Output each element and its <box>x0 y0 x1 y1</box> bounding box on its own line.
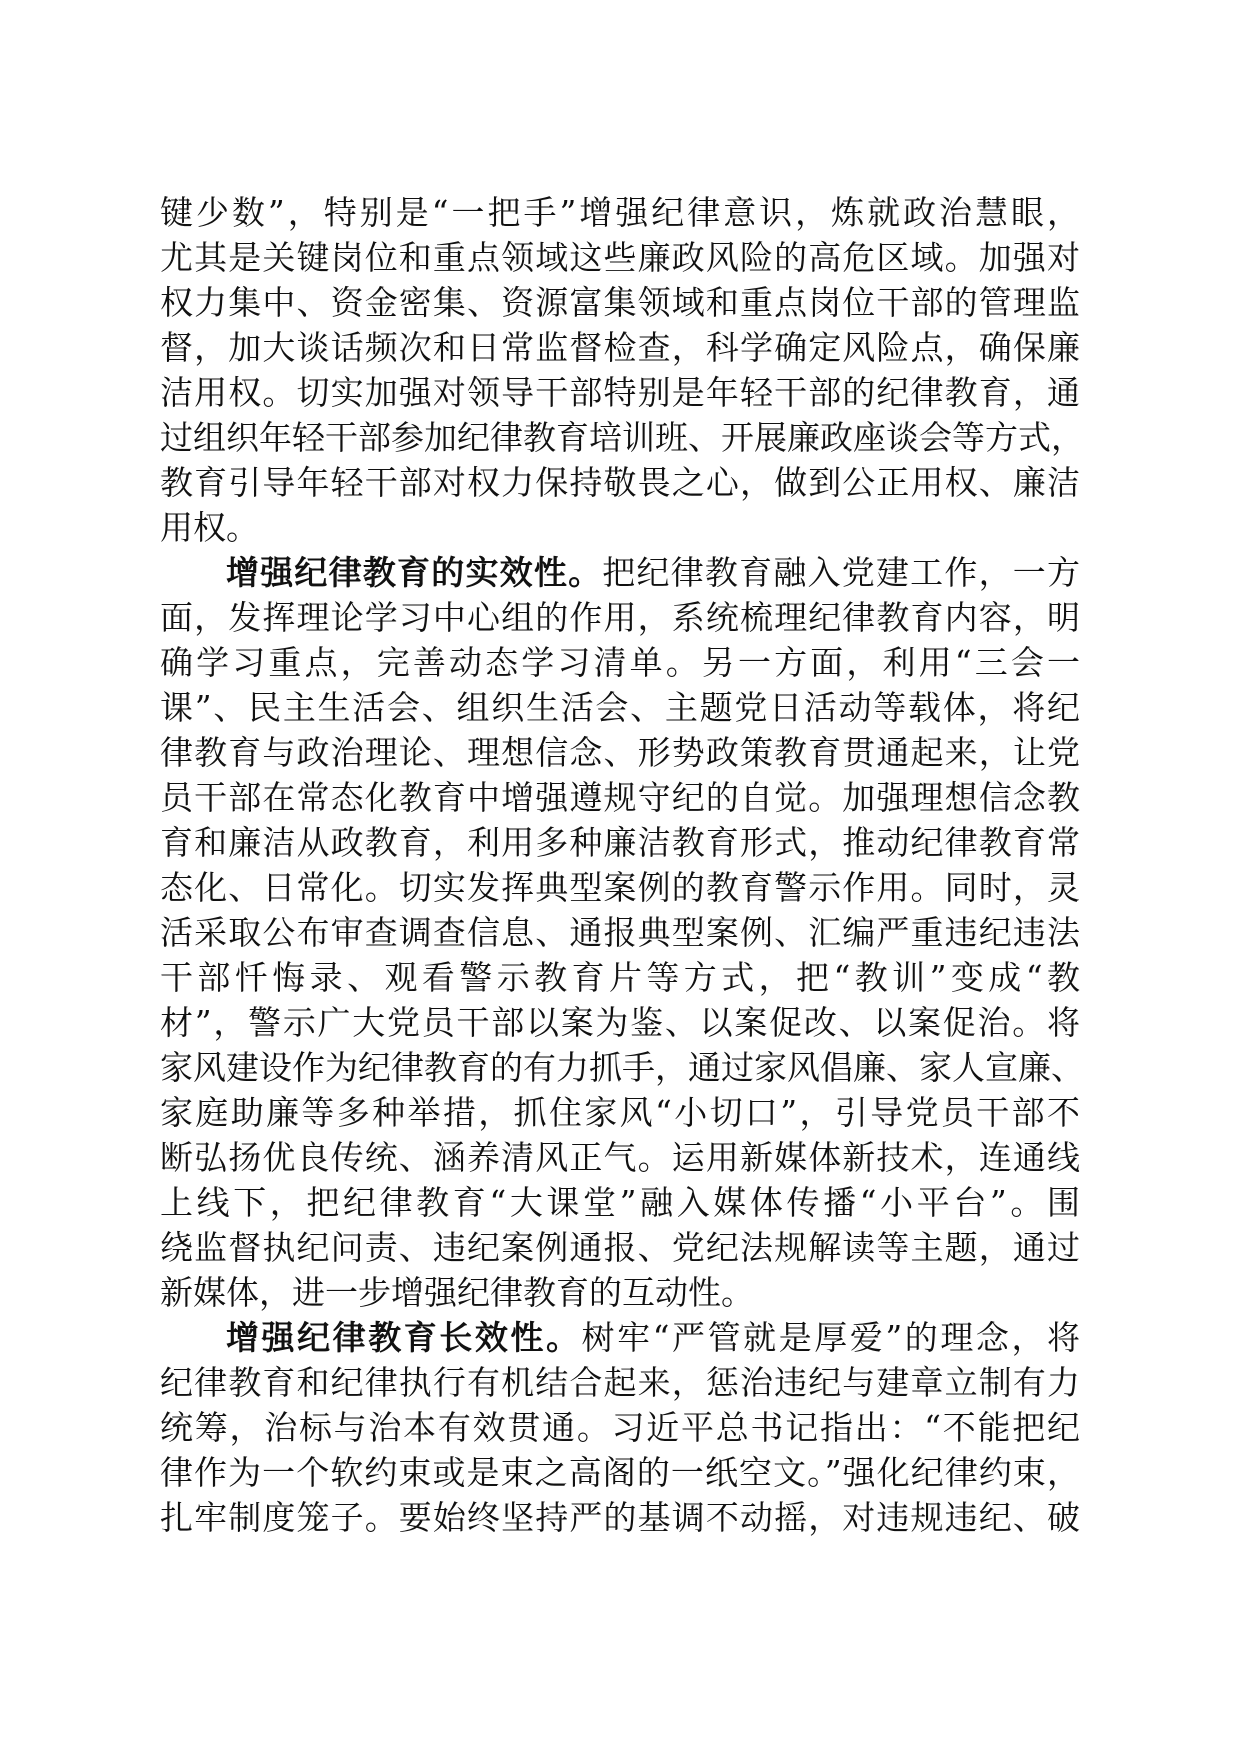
text-line: 新媒体，进一步增强纪律教育的互动性。 <box>160 1273 754 1312</box>
text-line: 权力集中、资金密集、资源富集领域和重点岗位干部的管理监 <box>160 283 1080 322</box>
paragraph-3 <box>160 1315 1080 1540</box>
paragraph-2 <box>160 550 1084 1315</box>
text-line: 断弘扬优良传统、涵养清风正气。运用新媒体新技术，连通线 <box>160 1138 1080 1177</box>
text-line: 面，发挥理论学习中心组的作用，系统梳理纪律教育内容，明 <box>160 598 1080 637</box>
text-line: 洁用权。切实加强对领导干部特别是年轻干部的纪律教育，通 <box>160 373 1080 412</box>
text-segment: 树牢“严管就是厚爱”的理念，将 <box>581 1318 1081 1357</box>
paragraph-first-line <box>160 1315 1080 1360</box>
text-line: 上线下，把纪律教育“大课堂”融入媒体传播“小平台”。围 <box>160 1183 1080 1222</box>
text-line: 绕监督执纪问责、违纪案例通报、党纪法规解读等主题，通过 <box>160 1228 1080 1267</box>
text-line: 过组织年轻干部参加纪律教育培训班、开展廉政座谈会等方式， <box>160 418 1084 457</box>
text-line: 统筹，治标与治本有效贯通。习近平总书记指出：“不能把纪 <box>160 1408 1080 1447</box>
text-line: 扎牢制度笼子。要始终坚持严的基调不动摇，对违规违纪、破 <box>160 1498 1080 1537</box>
text-line: 干部忏悔录、观看警示教育片等方式，把“教训”变成“教 <box>160 958 1080 997</box>
text-line: 律作为一个软约束或是束之高阁的一纸空文。”强化纪律约束， <box>160 1453 1080 1492</box>
paragraph-heading: 增强纪律教育的实效性。 <box>226 553 603 592</box>
text-line: 课”、民主生活会、组织生活会、主题党日活动等载体，将纪 <box>160 688 1080 727</box>
text-line: 用权。 <box>160 508 259 547</box>
text-line: 尤其是关键岗位和重点领域这些廉政风险的高危区域。加强对 <box>160 238 1080 277</box>
text-line: 态化、日常化。切实发挥典型案例的教育警示作用。同时，灵 <box>160 868 1080 907</box>
document-page <box>160 190 1084 1540</box>
text-line: 确学习重点，完善动态学习清单。另一方面，利用“三会一 <box>160 643 1080 682</box>
text-segment: 把纪律教育融入党建工作，一方 <box>602 553 1081 592</box>
text-line: 材”，警示广大党员干部以案为鉴、以案促改、以案促治。将 <box>160 1003 1080 1042</box>
paragraph-first-line <box>160 550 1080 595</box>
text-line: 家庭助廉等多种举措，抓住家风“小切口”，引导党员干部不 <box>160 1093 1080 1132</box>
paragraph-1 <box>160 190 1084 550</box>
text-line: 教育引导年轻干部对权力保持敬畏之心，做到公正用权、廉洁 <box>160 463 1080 502</box>
text-line: 键少数”，特别是“一把手”增强纪律意识，炼就政治慧眼， <box>160 193 1080 232</box>
text-line: 纪律教育和纪律执行有机结合起来，惩治违纪与建章立制有力 <box>160 1363 1080 1402</box>
paragraph-heading: 增强纪律教育长效性。 <box>226 1318 582 1357</box>
text-line: 育和廉洁从政教育，利用多种廉洁教育形式，推动纪律教育常 <box>160 823 1080 862</box>
text-line: 督，加大谈话频次和日常监督检查，科学确定风险点，确保廉 <box>160 328 1080 367</box>
text-line: 家风建设作为纪律教育的有力抓手，通过家风倡廉、家人宣廉、 <box>160 1048 1084 1087</box>
text-line: 员干部在常态化教育中增强遵规守纪的自觉。加强理想信念教 <box>160 778 1080 817</box>
text-line: 律教育与政治理论、理想信念、形势政策教育贯通起来，让党 <box>160 733 1080 772</box>
text-line: 活采取公布审查调查信息、通报典型案例、汇编严重违纪违法 <box>160 913 1080 952</box>
